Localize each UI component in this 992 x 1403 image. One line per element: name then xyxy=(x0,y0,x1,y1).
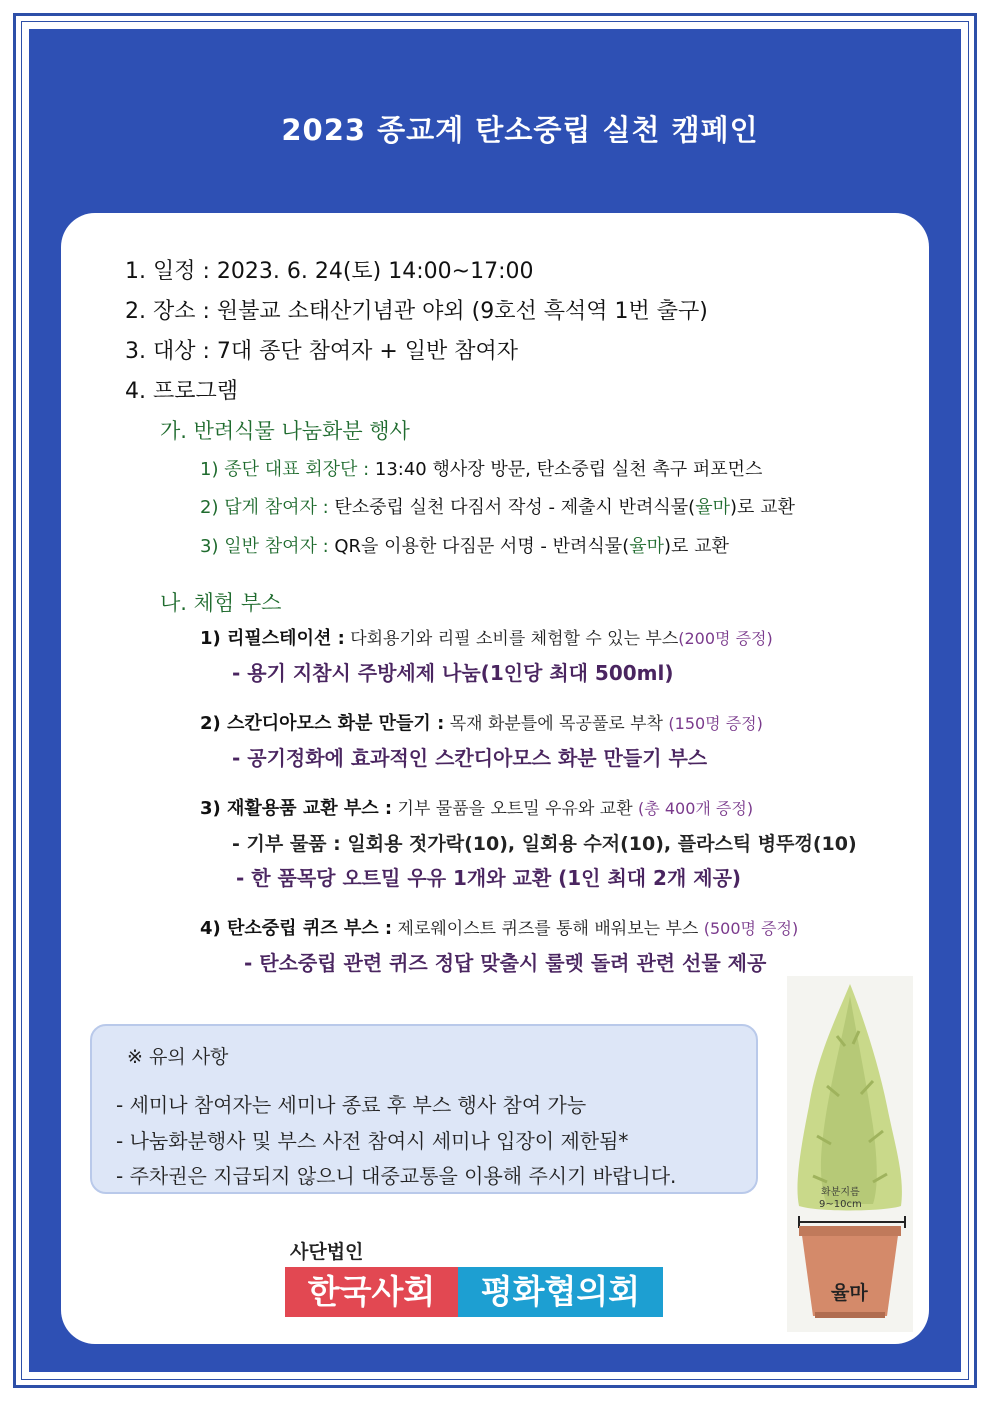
section-a-line-1 xyxy=(200,455,762,481)
booth-1 xyxy=(200,624,773,650)
notice-item: - 나눔화분행사 및 부스 사전 참여시 세미나 입장이 제한됨* xyxy=(116,1129,629,1153)
schedule-line: 1. 일정 : 2023. 6. 24(토) 14:00~17:00 xyxy=(125,259,534,284)
notice-item: - 주차권은 지급되지 않으니 대중교통을 이용해 주시기 바랍니다. xyxy=(116,1164,677,1188)
section-a-heading: 가. 반려식물 나눔화분 행사 xyxy=(160,419,410,443)
booth-3 xyxy=(200,794,753,820)
booth-desc: 제로웨이스트 퀴즈를 통해 배워보는 부스 xyxy=(392,919,704,939)
line-head: 1) 종단 대표 회장단 : xyxy=(200,459,370,480)
line-body: 13:40 행사장 방문, 탄소중립 실천 촉구 퍼포먼스 xyxy=(369,459,763,480)
booth-name: 1) 리필스테이션 : xyxy=(200,628,345,649)
booth-count: (500명 증정) xyxy=(703,919,799,938)
line-body: QR을 이용한 다짐문 서명 - 반려식물( xyxy=(328,536,630,557)
pot-size-value: 9~10cm xyxy=(819,1199,862,1210)
section-a-line-3 xyxy=(200,532,729,558)
org-prefix: 사단법인 xyxy=(290,1241,364,1263)
booth-count: (총 400개 증정) xyxy=(638,799,754,818)
booth-count: (150명 증정) xyxy=(668,714,763,733)
notice-title: ※ 유의 사항 xyxy=(127,1046,229,1068)
target-line: 3. 대상 : 7대 종단 참여자 + 일반 참여자 xyxy=(125,339,519,364)
line-head: 2) 답게 참여자 : xyxy=(200,497,329,518)
line-head: 3) 일반 참여자 : xyxy=(200,536,329,557)
line-tail: )로 교환 xyxy=(664,536,729,557)
pot-size-title: 화분지름 xyxy=(821,1187,860,1198)
booth-name: 2) 스칸디아모스 화분 만들기 : xyxy=(200,713,445,734)
line-tail: )로 교환 xyxy=(730,497,795,518)
org-name-right: 평화협의회 xyxy=(458,1267,663,1317)
booth-desc: 다회용기와 리필 소비를 체험할 수 있는 부스 xyxy=(344,629,679,649)
line-body: 탄소중립 실천 다짐서 작성 - 제출시 반려식물( xyxy=(328,497,696,518)
booth-1-sub-1: - 용기 지참시 주방세제 나눔(1인당 최대 500ml) xyxy=(232,661,674,685)
program-line: 4. 프로그램 xyxy=(125,379,238,404)
booth-3-sub-1: - 기부 물품 : 일회용 젓가락(10), 일회용 수저(10), 플라스틱 병뚜껑(10) xyxy=(232,833,857,855)
booth-4 xyxy=(200,914,798,940)
section-a-line-2 xyxy=(200,493,795,519)
section-b-heading: 나. 체험 부스 xyxy=(160,591,282,615)
pot-size-label xyxy=(819,1187,862,1211)
poster-title: 2023 종교계 탄소중립 실천 캠페인 xyxy=(281,113,759,147)
booth-count: (200명 증정) xyxy=(678,629,773,648)
notice-box xyxy=(90,1024,758,1194)
line-highlight: 율마 xyxy=(695,497,730,518)
booth-desc: 목재 화분틀에 목공풀로 부착 xyxy=(444,714,669,734)
org-name-left: 한국사회 xyxy=(285,1267,458,1317)
booth-4-sub-1: - 탄소중립 관련 퀴즈 정답 맞출시 룰렛 돌려 관련 선물 제공 xyxy=(244,951,767,975)
booth-2 xyxy=(200,709,763,735)
booth-desc: 기부 물품을 오트밀 우유와 교환 xyxy=(392,799,639,819)
booth-name: 3) 재활용품 교환 부스 : xyxy=(200,798,393,819)
booth-2-sub-1: - 공기정화에 효과적인 스칸디아모스 화분 만들기 부스 xyxy=(232,746,708,770)
plant-name: 율마 xyxy=(831,1282,868,1304)
booth-name: 4) 탄소중립 퀴즈 부스 : xyxy=(200,918,393,939)
booth-3-sub-2: - 한 품목당 오트밀 우유 1개와 교환 (1인 최대 2개 제공) xyxy=(236,866,742,890)
line-highlight: 율마 xyxy=(629,536,665,557)
location-line: 2. 장소 : 원불교 소태산기념관 야외 (9호선 흑석역 1번 출구) xyxy=(125,299,708,324)
notice-item: - 세미나 참여자는 세미나 종료 후 부스 행사 참여 가능 xyxy=(116,1093,587,1117)
